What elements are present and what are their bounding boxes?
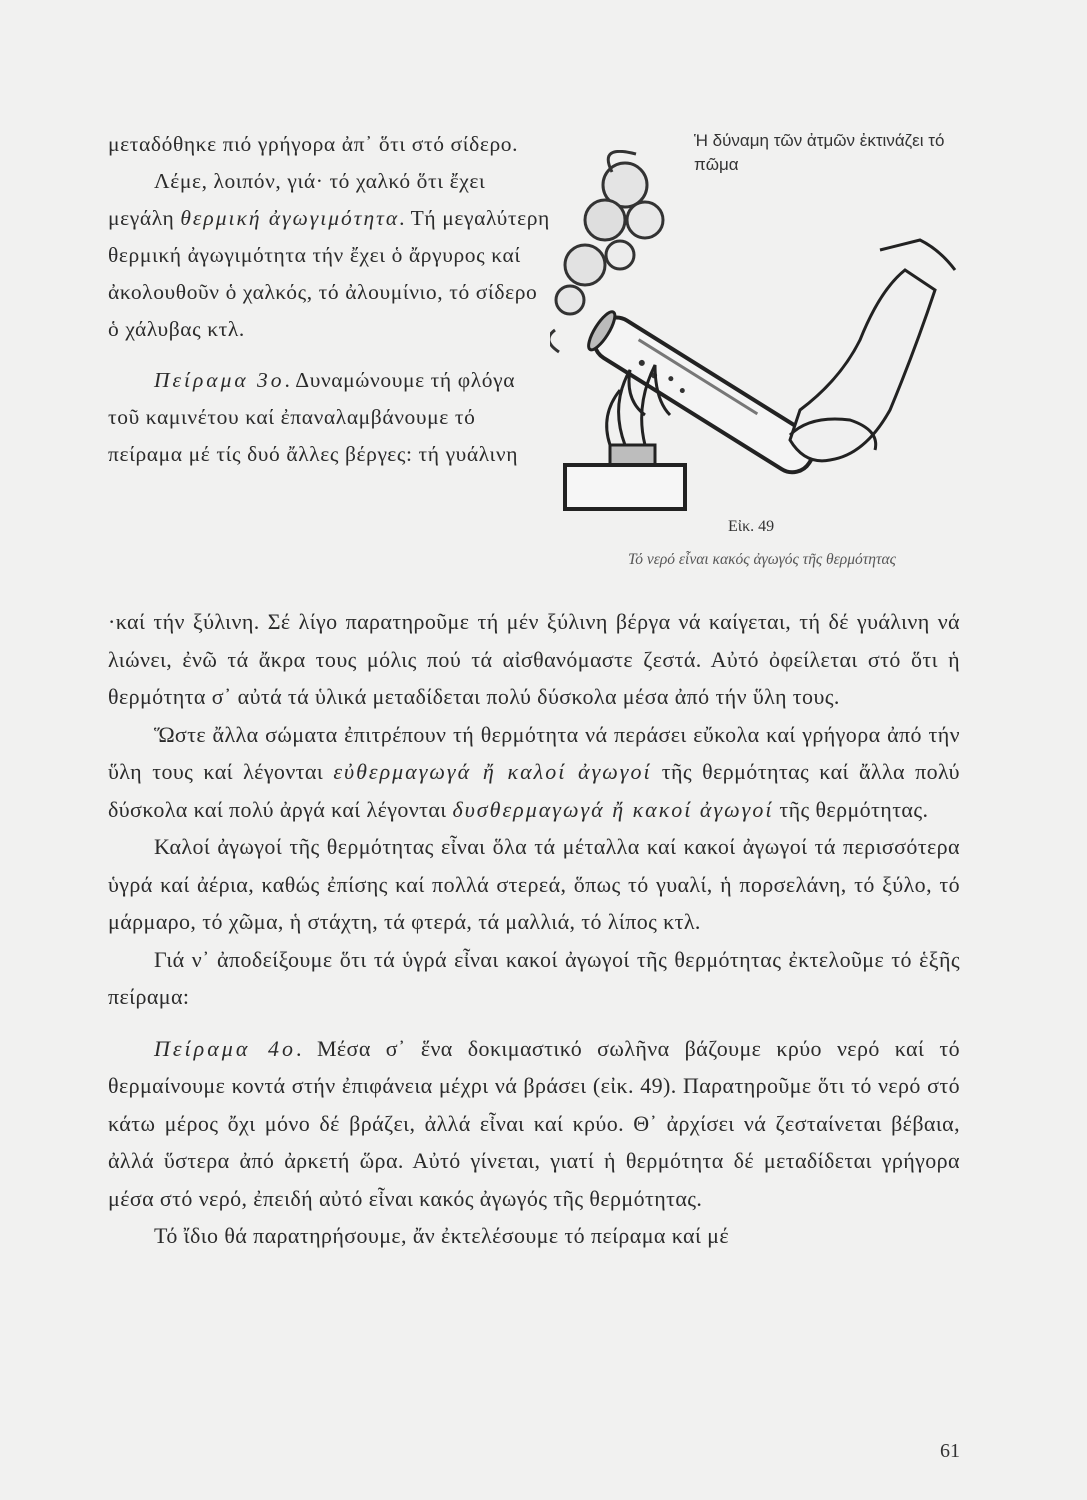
figure-caption: Τό νερό εἶναι κακός ἀγωγός τῆς θερμότητας <box>628 551 896 568</box>
text: Καλοί ἀγωγοί τῆς θερμότητας εἶναι ὅλα τά μέταλλα καί κακοί ἀγωγοί τά περισσότερα ὑγρά καί ἀέρια, καθώς ἐπίσης καί πολλά στερεά, ὅπως τό γυαλί, ἡ πορσελάνη, τό ξύλο, τό μάρμαρο, τό χῶμα, ἡ στάχτη, τά φτερά, τά μαλλιά, τό λίπος κτλ. <box>108 834 960 934</box>
emphasis-term: δυσθερμαγωγά ἤ κακοί ἀγωγοί <box>452 796 774 822</box>
figure-top-caption: Ἡ δύναμη τῶν ἀτμῶν ἐκτινάζει τό πῶμα <box>694 131 945 174</box>
paragraph <box>108 828 960 941</box>
paragraph <box>108 716 960 829</box>
text: Ὥστε ἄλλα σώματα ἐπιτρέπουν τή θερμότητα νά περάσει εὔκολα καί γρήγορα ἀπό τήν ὕλη τους καί λέγονται <box>108 721 960 784</box>
text: τῆς θερμότητας καί ἄλλα πολύ δύσκολα καί πολύ ἀργά καί λέγονται <box>108 759 960 822</box>
test-tube-illustration <box>550 150 970 520</box>
text: . Τή μεγαλύτερη θερμική ἀγωγιμότητα τήν ἔχει ὁ ἄργυρος καί ἀκολουθοῦν ὁ χαλκός, τό ἀλουμίνιο, τό σίδερο ὁ χάλυβας κτλ. <box>108 206 550 341</box>
experiment-heading: Πείραμα 3ο <box>154 368 285 392</box>
body-text <box>108 603 960 1255</box>
text: Τό ἴδιο θά παρατηρήσουμε, ἄν ἐκτελέσουμε τό πείραμα καί μέ <box>154 1223 730 1248</box>
text: . Δυναμώνουμε τή φλόγα τοῦ καμινέτου καί ἐπαναλαμβάνουμε τό πείραμα μέ τίς δυό ἄλλες βέργες: τή γυάλινη <box>108 368 519 466</box>
paragraph <box>108 362 550 473</box>
paragraph <box>108 1217 960 1255</box>
paragraph <box>108 163 550 348</box>
text: Γιά ν᾽ ἀποδείξουμε ὅτι τά ὑγρά εἶναι κακοί ἀγωγοί τῆς θερμότητας ἐκτελοῦμε τό ἑξῆς πείραμα: <box>108 946 960 1009</box>
text: Λέμε, λοιπόν, γιά· τό χαλκό ὅτι ἔχει μεγάλη <box>108 169 486 230</box>
figure-number: Εἰκ. 49 <box>728 518 775 535</box>
text: τῆς θερμότητας. <box>773 796 929 822</box>
text: . Μέσα σ᾽ ἕνα δοκιμαστικό σωλῆνα βάζουμε κρύο νερό καί τό θερμαίνουμε κοντά στήν ἐπιφάνεια μέχρι νά βράσει (εἰκ. 49). Παρατηροῦμε ὅτι τό νερό στό κάτω μέρος ὄχι μόνο δέ βράζει, ἀλλά εἶναι καί κρύο. Θ᾽ ἀρχίσει νά ζεσταίνεται βέβαια, ἀλλά ὕστερα ἀπό ἀρκετή ὥρα. Αὐτό γίνεται, γιατί ἡ θερμότητα δέ μεταδίδεται γρήγορα μέσα στό νερό, ἐπειδή αὐτό εἶναι κακός ἀγωγός τῆς θερμότητας. <box>108 1035 960 1211</box>
text: ·καί τήν ξύλινη. Σέ λίγο παρατηροῦμε τή μέν ξύλινη βέργα νά καίγεται, τή δέ γυάλινη νά λιώνει, ἐνῶ τά ἄκρα τους μόλις πού τά αἰσθανόμαστε ζεστά. Αὐτό ὀφείλεται στό ὅτι ἡ θερμότητα σ᾽ αὐτά τά ὑλικά μεταδίδεται πολύ δύσκολα μέσα ἀπό τήν ὕλη τους. <box>108 609 960 709</box>
experiment-heading: Πείραμα 4ο <box>154 1035 297 1061</box>
paragraph <box>108 941 960 1016</box>
emphasis-term: θερμική ἀγωγιμότητα <box>180 206 400 230</box>
paragraph <box>108 126 550 163</box>
emphasis-term: εὐθερμαγωγά ἤ καλοί ἀγωγοί <box>333 759 652 784</box>
paragraph <box>108 1030 960 1218</box>
text: μεταδόθηκε πιό γρήγορα ἀπ᾽ ὅτι στό σίδερο. <box>108 132 519 156</box>
paragraph <box>108 603 960 716</box>
column-text <box>108 126 550 473</box>
page-number: 61 <box>940 1440 960 1462</box>
